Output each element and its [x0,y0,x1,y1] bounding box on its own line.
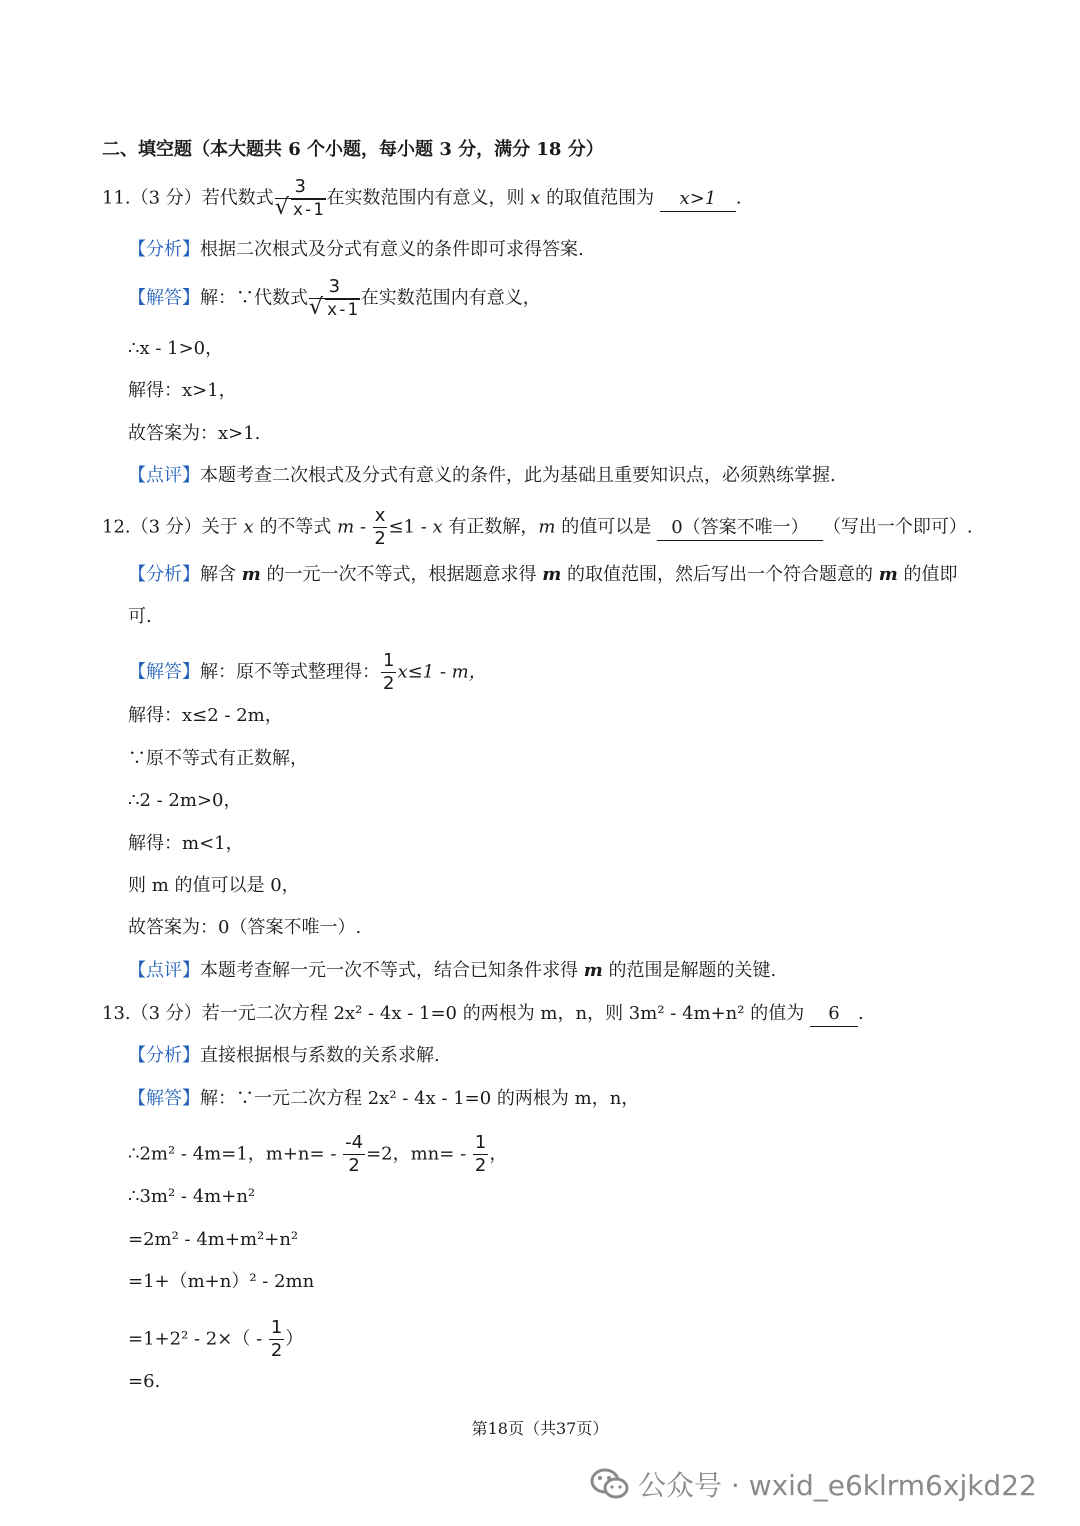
q11-step1: ∴x - 1>0， [128,338,224,359]
q12-sol-frac-den: 2 [383,673,395,694]
wechat-icon [590,1467,630,1508]
q12-text3: 有正数解， [448,516,539,538]
q12-fraction [373,505,388,550]
q13-step6: =6. [128,1371,161,1392]
q12-minus: - [354,516,372,538]
q13-step2: ∴3m² - 4m+n² [128,1186,256,1207]
q13-analysis [128,1044,440,1068]
q12-step6: 故答案为：0（答案不唯一）. [128,917,362,938]
q12-text2: ≤1 - [388,516,433,538]
q13-frac1-den: 2 [348,1155,360,1176]
analysis-tag: 【分析】 [128,1045,200,1066]
q13-step5-num: 1 [270,1317,283,1338]
page-footer: 第18页（共37页） [471,1419,609,1438]
q11-step2: 解得：x>1， [128,380,237,401]
q13-step1-frac1 [343,1132,365,1177]
q11-end: . [735,187,742,209]
q13-frac2-num: 1 [474,1132,487,1153]
q12-frac-den: 2 [374,528,386,549]
review-tag: 【点评】 [128,465,200,486]
q12-analysis-m3: m [878,564,898,585]
watermark [590,1464,1037,1508]
q11-frac-den: x-1 [292,200,324,220]
q12-analysis-cont: 可. [128,606,152,627]
q12-solution [128,650,487,695]
q13-step1-c: ， [489,1143,508,1165]
q12-analysis-m2: m [542,564,562,585]
q11-fraction: 3 √ x-1 [274,176,324,220]
q13-analysis-text: 直接根据根与系数的关系求解. [200,1045,440,1066]
q13-frac1-num: -4 [345,1132,364,1153]
q11-var: x [530,187,541,209]
section-title: 二、填空题（本大题共 6 个小题，每小题 3 分，满分 18 分） [102,139,604,160]
q12-step3: ∴2 - 2m>0， [128,790,242,811]
q12-review [128,959,776,983]
q11-sol-frac-den: x-1 [327,300,358,320]
review-tag: 【点评】 [128,960,200,981]
q12-analysis-a: 解含 [200,564,236,585]
q12-text1: 的不等式 [259,516,332,538]
q11-answer: x>1 [660,187,736,212]
question-11 [102,176,742,221]
q13-solution-intro: 解：∵一元二次方程 2x² - 4x - 1=0 的两根为 m，n， [200,1088,640,1109]
q12-sol-fraction [381,650,396,695]
q13-step1 [128,1132,507,1177]
q13-end: . [857,1003,864,1024]
watermark-text: 公众号 · wxid_e6klrm6xjkd22 [638,1469,1037,1502]
q13-step5 [128,1317,303,1362]
q13-step5-frac [269,1317,284,1362]
question-12 [102,505,973,550]
analysis-tag: 【分析】 [128,564,200,585]
q12-solution-intro: 解：原不等式整理得： [200,661,380,683]
q11-solution [128,276,541,321]
q11-solution-intro: 解：∵代数式 [200,287,308,309]
q13-number: 13.（3 分）若一元二次方程 2x² - 4x - 1=0 的两根为 m，n，则 3m² - 4m+n² 的值为 [102,1003,805,1024]
question-13 [102,1002,864,1027]
q12-review-a: 本题考查解一元一次不等式，结合已知条件求得 [200,960,578,981]
q12-analysis-c: 的取值范围，然后写出一个符合题意的 [567,564,874,585]
q12-step5: 则 m 的值可以是 0， [128,875,300,896]
q13-step5-a: =1+2² - 2×（ - [128,1328,268,1350]
q11-review-text: 本题考查二次根式及分式有意义的条件，此为基础且重要知识点，必须熟练掌握. [200,465,836,486]
q13-step3: =2m² - 4m+m²+n² [128,1229,299,1250]
q12-text4: 的值可以是 [561,516,652,538]
q11-sol-frac-num: 3 [309,276,360,299]
q13-solution [128,1087,639,1111]
q12-var-x: x [243,516,254,538]
q12-sol-after: x≤1 - m， [397,661,487,683]
q12-analysis-b: 的一元一次不等式，根据题意求得 [266,564,537,585]
q12-sol-frac-num: 1 [383,650,395,671]
q13-step5-den: 2 [270,1340,283,1361]
q12-end: （写出一个即可）. [822,516,973,538]
q13-frac2-den: 2 [474,1155,487,1176]
solution-tag: 【解答】 [128,287,200,309]
q12-analysis-m1: m [241,564,261,585]
q11-review [128,464,836,488]
q11-analysis [128,238,584,262]
q12-review-m: m [583,960,603,981]
q11-text: 在实数范围内有意义，则 [326,187,525,209]
solution-tag: 【解答】 [128,661,200,683]
q12-frac-num: x [374,505,386,526]
q12-answer: 0（答案不唯一） [657,516,823,541]
q12-step4: 解得：m<1， [128,833,244,854]
q13-answer: 6 [810,1002,858,1027]
q11-analysis-text: 根据二次根式及分式有意义的条件即可求得答案. [200,239,584,260]
solution-tag: 【解答】 [128,1088,200,1109]
q12-analysis-d: 的值即 [903,564,958,585]
q12-step1: 解得：x≤2 - 2m， [128,705,283,726]
q13-step1-b: =2，mn= - [366,1143,472,1165]
q11-solution-after: 在实数范围内有意义， [360,287,541,309]
q12-review-b: 的范围是解题的关键. [608,960,777,981]
q12-var-m: m [337,516,355,538]
q13-step1-frac2 [473,1132,488,1177]
q12-var-x2: x [432,516,443,538]
q11-frac-num: 3 [275,176,326,199]
q13-step4: =1+（m+n）² - 2mn [128,1271,315,1292]
q12-step2: ∵原不等式有正数解， [128,748,308,769]
q11-number: 11.（3 分）若代数式 [102,187,274,209]
q13-step1-a: ∴2m² - 4m=1，m+n= - [128,1143,343,1165]
q11-text2: 的取值范围为 [546,187,655,209]
q12-var-m2: m [538,516,556,538]
q12-analysis [128,563,958,587]
q13-step5-b: ） [285,1328,304,1350]
q11-sol-fraction: 3 √ x-1 [309,276,358,320]
q11-step3: 故答案为：x>1. [128,423,261,444]
q12-number: 12.（3 分）关于 [102,516,238,538]
analysis-tag: 【分析】 [128,239,200,260]
